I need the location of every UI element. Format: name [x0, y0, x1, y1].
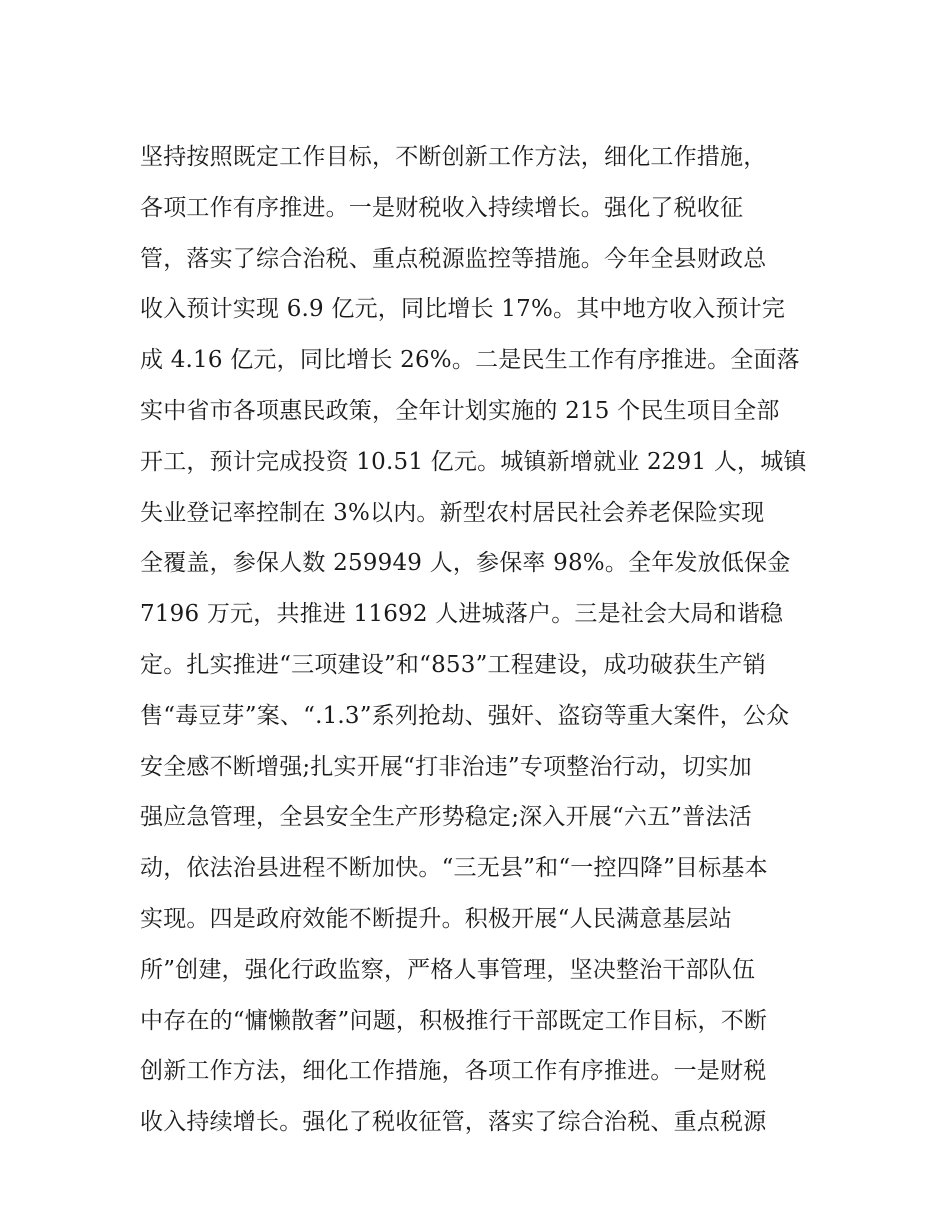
- text-line: 定。扎实推进“三项建设”和“853”工程建设，成功破获生产销: [140, 651, 766, 678]
- text-line: 失业登记率控制在 3%以内。新型农村居民社会养老保险实现: [140, 499, 765, 526]
- text-line: 强应急管理，全县安全生产形势稳定;深入开展“六五”普法活: [140, 804, 752, 831]
- text-line: 收入预计实现 6.9 亿元，同比增长 17%。其中地方收入预计完: [140, 296, 786, 323]
- text-line: 实现。四是政府效能不断提升。积极开展“人民满意基层站: [140, 905, 732, 932]
- text-line: 7196 万元，共推进 11692 人进城落户。三是社会大局和谐稳: [140, 601, 784, 628]
- text-line: 收入持续增长。强化了税收征管，落实了综合治税、重点税源: [140, 1109, 767, 1136]
- body-paragraph: [140, 132, 820, 1148]
- text-line: 开工，预计完成投资 10.51 亿元。城镇新增就业 2291 人，城镇: [140, 448, 807, 475]
- text-line: 动，依法治县进程不断加快。“三无县”和“一控四降”目标基本: [140, 855, 768, 882]
- text-line: 售“毒豆芽”案、“.1.3”系列抢劫、强奸、盗窃等重大案件，公众: [140, 702, 790, 729]
- text-line: 管，落实了综合治税、重点税源监控等措施。今年全县财政总: [140, 245, 767, 272]
- text-line: 坚持按照既定工作目标，不断创新工作方法，细化工作措施，: [140, 144, 767, 170]
- text-line: 中存在的“慵懒散奢”问题，积极推行干部既定工作目标，不断: [140, 1007, 768, 1034]
- text-line: 成 4.16 亿元，同比增长 26%。二是民生工作有序推进。全面落: [140, 347, 800, 374]
- text-line: 创新工作方法，细化工作措施，各项工作有序推进。一是财税: [140, 1058, 767, 1085]
- text-line: 全覆盖，参保人数 259949 人，参保率 98%。全年发放低保金: [140, 550, 791, 577]
- text-line: 各项工作有序推进。一是财税收入持续增长。强化了税收征: [140, 194, 744, 221]
- text-line: 安全感不断增强;扎实开展“打非治违”专项整治行动，切实加: [140, 753, 752, 780]
- text-line: 实中省市各项惠民政策，全年计划实施的 215 个民生项目全部: [140, 397, 780, 424]
- text-line: 所”创建，强化行政监察，严格人事管理，坚决整治干部队伍: [140, 956, 756, 983]
